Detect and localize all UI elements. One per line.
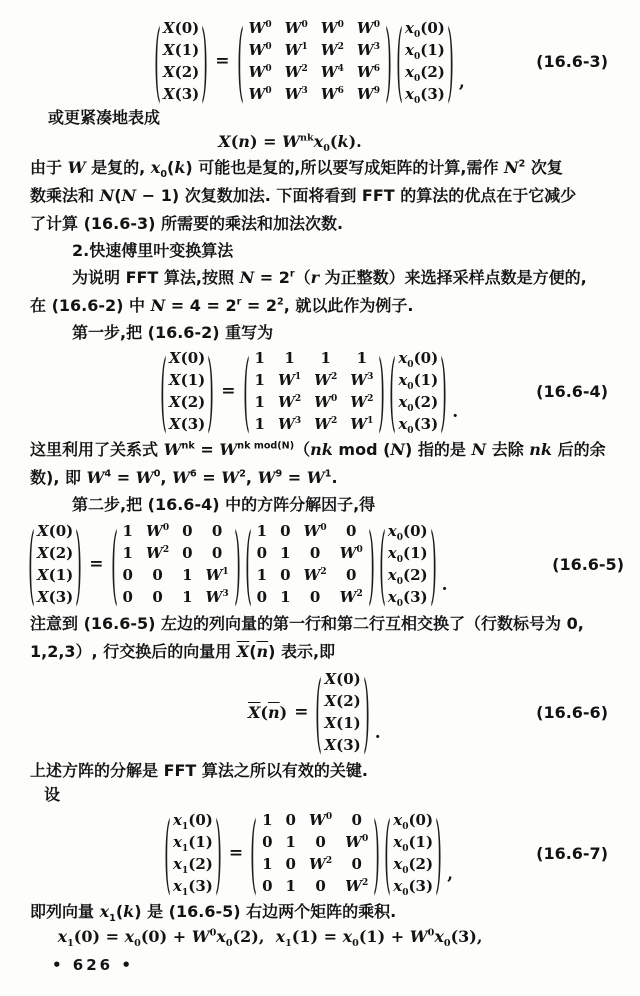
matrix-cell: $W^0$ [284,19,308,37]
vector-entry: X(0) [163,19,200,37]
matrix-cell: $W^0$ [303,522,327,540]
vector-entry: $x_0(0)$ [393,811,434,832]
equation-16-6-5 [0,513,640,615]
paragraph-line: 为说明 FFT 算法,按照 $N = 2^r(r$ 为正整数）来选择采样点数是方便的, [72,268,587,287]
vector-entry: $x_1(3)$ [173,877,213,898]
matrix-cell: $W^3$ [277,415,302,433]
equation-tail: . [441,575,448,595]
left-paren: ( [242,340,250,442]
right-paren: ) [214,802,222,904]
matrix-cell: $W^0$ [356,19,381,37]
matrix-cell: 1 [122,522,133,540]
matrix-cell: $W^0$ [308,811,333,829]
matrix-cell: 1 [182,588,193,606]
vector-entry: X(1) [37,566,74,584]
matrix-cell: 0 [351,855,362,873]
matrix-cell: $W^2$ [145,544,170,562]
equals-sign: = [215,51,230,71]
equation-tail: , [447,864,454,884]
matrix-cell: 0 [346,522,357,540]
matrix-cell: $W^0$ [145,522,170,540]
vector-entry: X(3) [163,85,200,103]
matrix-cell: $W^1$ [350,415,374,433]
rhs-vector [387,340,449,442]
right-paren: ) [75,513,83,615]
matrix-cell: 1 [254,349,265,367]
equation-16-6-6 [0,661,640,763]
matrix-cell: 0 [256,588,268,606]
left-paren: ( [378,513,386,615]
matrix-cell: $W^2$ [314,371,338,389]
left-paren: ( [315,661,323,763]
butterfly-equation-line: $x_1(0) = x_0(0) + W^0x_0(2)$, $x_1(1) = x_0(1) + W^0x_0(3)$, [57,927,483,950]
equation-16-6-4 [0,340,640,442]
vector-entry: X(3) [37,588,74,606]
matrix-cell: 0 [262,833,273,851]
matrix-cell: 1 [254,371,265,389]
matrix-grid [262,810,368,896]
right-paren: ) [429,513,437,615]
matrix-cell: $W^2$ [350,393,374,411]
matrix-cell: 1 [256,566,268,584]
vector-entry: X(3) [324,736,361,754]
vector-entry: $x_1(1)$ [173,833,213,854]
vector-entry: X(1) [169,371,206,389]
matrix-cell: 0 [309,588,321,606]
vector-entry: $x_0(0)$ [405,19,445,40]
matrix-cell: 1 [254,393,265,411]
matrix-cell: 0 [315,877,326,895]
dft-matrix [235,10,395,112]
paragraph-line: 或更紧凑地表成 [48,108,161,127]
matrix-cell: $W^2$ [314,415,338,433]
matrix-cell: $W^6$ [356,63,381,81]
equals-sign: = [221,381,236,401]
vector-column [163,18,199,104]
vector-entry: $x_1(2)$ [173,855,213,876]
matrix-cell: $W^2$ [308,855,333,873]
paragraph-line: 这里利用了关系式 $W^{nk} = W^{nk mod(N)}(nk$ mod (N) 指的是 N 去除 nk 后的余 [30,440,606,459]
matrix-cell: 1 [262,811,273,829]
section-heading: 2.快速傅里叶变换算法 [72,241,234,260]
matrix-cell: 1 [122,544,133,562]
equals-sign: = [294,702,309,722]
matrix-grid [249,18,381,104]
matrix-cell: $W^0$ [248,85,272,103]
matrix-cell: $W^2$ [277,393,302,411]
vector-entry: $x_0(2)$ [387,566,428,587]
vector-column [324,669,360,755]
left-paren: ( [389,340,397,442]
matrix-grid [255,348,374,434]
left-paren: ( [110,513,118,615]
paragraph-line: 在 (16.6-2) 中 $N = 4 = 2^r = 2^2$, 就以此作为例子. [30,296,414,315]
left-paren: ( [244,513,252,615]
matrix-cell: 0 [256,544,268,562]
left-paren: ( [236,10,244,112]
matrix-cell: 1 [254,415,265,433]
paragraph-line: 了计算 (16.6-3) 所需要的乘法和加法次数. [30,214,344,233]
matrix-grid [257,521,363,607]
matrix-cell: 0 [152,588,163,606]
vector-entry: X(3) [169,415,206,433]
matrix-cell: $W^2$ [345,877,369,895]
lhs-vector [162,802,224,904]
left-paren: ( [384,802,392,904]
paragraph-line: 1,2,3）, 行交换后的向量用 $\overline{X}(\overline{n})$ 表示,即 [30,642,336,661]
equals-sign: = [89,554,104,574]
equation-label: (16.6-3) [536,51,608,71]
matrix-cell: $W^0$ [345,833,369,851]
right-paren: ) [373,802,381,904]
reduced-dft-matrix [241,340,388,442]
right-paren: ) [367,513,375,615]
factor-matrix-2 [243,513,377,615]
left-paren: ( [154,10,161,112]
matrix-cell: 0 [315,833,326,851]
equation-tail: . [374,723,381,743]
matrix-cell: 1 [280,588,291,606]
step-1-line: 第一步,把 (16.6-2) 重写为 [72,323,274,342]
matrix-cell: $W^0$ [248,19,272,37]
vector-entry: X(0) [37,522,74,540]
paragraph-line: 即列向量 $x_1(k)$ 是 (16.6-5) 右边两个矩阵的乘积. [30,902,397,925]
matrix-cell: $W^3$ [350,371,374,389]
vector-entry: X(2) [169,393,206,411]
matrix-cell: 0 [182,544,193,562]
matrix-cell: $W^2$ [303,566,327,584]
row-swapped-vector-symbol: $\overline{X}(\overline{n})$ [248,702,288,722]
matrix-cell: 0 [182,522,193,540]
matrix-cell: 1 [284,349,295,367]
equation-tail: , [458,72,465,92]
vector-entry: $x_0(3)$ [405,85,445,106]
paragraph-line: 由于 W 是复的, $x_0(k)$ 可能也是复的,所以要写成矩阵的计算,需作 $N^2$ 次复 [30,158,563,181]
right-paren: ) [440,340,448,442]
rhs-vector [382,802,444,904]
swapped-vector [313,661,371,763]
equation-16-6-3 [0,10,640,112]
matrix-cell: 0 [122,588,133,606]
vector-entry: X(2) [324,692,361,710]
matrix-cell: $W^6$ [320,85,344,103]
factor-matrix-1 [109,513,243,615]
step-2-line: 第二步,把 (16.6-4) 中的方阵分解因子,得 [72,495,376,514]
vector-entry: X(1) [163,41,200,59]
vector-entry: X(0) [324,670,361,688]
vector-column [405,18,445,104]
equation-16-6-7 [0,802,640,904]
rhs-vector [394,10,456,112]
matrix-cell: 0 [211,544,223,562]
product-matrix [248,802,382,904]
rhs-vector [377,513,439,615]
left-paren: ( [396,10,403,112]
matrix-cell: $W^4$ [320,63,344,81]
matrix-cell: 1 [182,566,193,584]
matrix-cell: 0 [280,566,291,584]
paragraph-line: 上述方阵的分解是 FFT 算法之所以有效的关键. [30,761,368,780]
paragraph-line: 注意到 (16.6-5) 左边的列向量的第一行和第二行互相交换了（行数标号为 0, [30,614,584,633]
vector-entry: $x_0(0)$ [398,349,439,370]
vector-entry: $x_0(1)$ [387,544,428,565]
right-paren: ) [385,10,392,112]
lhs-vector [26,513,84,615]
vector-column [37,521,73,607]
vector-entry: $x_0(3)$ [387,588,428,609]
right-paren: ) [447,10,454,112]
equation-label: (16.6-5) [552,554,624,574]
matrix-cell: 0 [262,877,273,895]
paragraph-line: 设 [44,785,61,804]
right-paren: ) [435,802,442,904]
matrix-cell: $W^2$ [339,588,363,606]
vector-entry: $x_0(3)$ [398,415,439,436]
left-paren: ( [28,513,35,615]
left-paren: ( [250,802,257,904]
right-paren: ) [233,513,241,615]
vector-entry: $x_0(3)$ [393,877,434,898]
left-paren: ( [164,802,171,904]
matrix-cell: $W^3$ [356,41,381,59]
compact-equation: $X(n) = W^{nk}x_0(k)$. [218,132,362,155]
matrix-cell: $W^2$ [320,41,344,59]
equals-sign: = [228,843,244,863]
matrix-cell: 1 [320,349,331,367]
vector-entry: $x_0(0)$ [387,522,428,543]
vector-entry: $x_0(2)$ [405,63,445,84]
matrix-cell: 0 [285,811,296,829]
matrix-cell: 0 [285,855,296,873]
right-paren: ) [207,340,215,442]
vector-column [388,521,428,607]
matrix-cell: $W^0$ [314,393,338,411]
matrix-cell: $W^1$ [284,41,308,59]
paragraph-line: 数乘法和 N(N − 1) 次复数加法. 下面将看到 FFT 的算法的优点在于它减少 [30,186,577,205]
matrix-cell: 0 [309,544,321,562]
matrix-grid [123,521,229,607]
matrix-cell: 0 [211,522,223,540]
vector-entry: X(0) [169,349,206,367]
page-number: • 626 • [52,956,134,974]
vector-entry: $x_0(1)$ [393,833,434,854]
matrix-cell: 1 [285,833,296,851]
vector-column [173,810,213,896]
matrix-cell: 0 [351,811,362,829]
matrix-cell: $W^3$ [205,588,229,606]
equation-label: (16.6-4) [536,381,608,401]
matrix-cell: 1 [280,544,291,562]
vector-entry: $x_0(1)$ [398,371,439,392]
matrix-cell: $W^0$ [248,41,272,59]
matrix-cell: $W^1$ [205,566,229,584]
matrix-cell: 0 [122,566,133,584]
vector-entry: X(1) [324,714,361,732]
lhs-vector [152,10,210,112]
vector-column [393,810,433,896]
vector-column [398,348,438,434]
right-paren: ) [362,661,370,763]
matrix-cell: $W^0$ [339,544,363,562]
matrix-cell: 0 [280,522,291,540]
right-paren: ) [201,10,209,112]
matrix-cell: 1 [285,877,296,895]
left-paren: ( [160,340,167,442]
matrix-cell: $W^2$ [284,63,308,81]
lhs-vector [158,340,216,442]
matrix-cell: 0 [152,566,163,584]
vector-entry: $x_0(2)$ [393,855,434,876]
matrix-cell: $W^0$ [248,63,272,81]
matrix-cell: 1 [256,522,268,540]
matrix-cell: $W^3$ [284,85,308,103]
right-paren: ) [378,340,386,442]
matrix-cell: $W^0$ [320,19,344,37]
vector-entry: $x_1(0)$ [173,811,213,832]
vector-entry: X(2) [37,544,74,562]
vector-entry: $x_0(1)$ [405,41,445,62]
matrix-cell: 1 [262,855,273,873]
equation-tail: . [452,402,459,422]
matrix-cell: $W^1$ [277,371,302,389]
equation-label: (16.6-7) [536,843,608,863]
vector-entry: $x_0(2)$ [398,393,439,414]
matrix-cell: 1 [356,349,367,367]
matrix-cell: $W^9$ [356,85,381,103]
paragraph-line: 数), 即 $W^4 = W^0$, $W^6 = W^2$, $W^9 = W^1$. [30,468,338,487]
equation-label: (16.6-6) [536,702,608,722]
vector-column [169,348,205,434]
matrix-cell: 0 [346,566,357,584]
vector-entry: X(2) [163,63,200,81]
